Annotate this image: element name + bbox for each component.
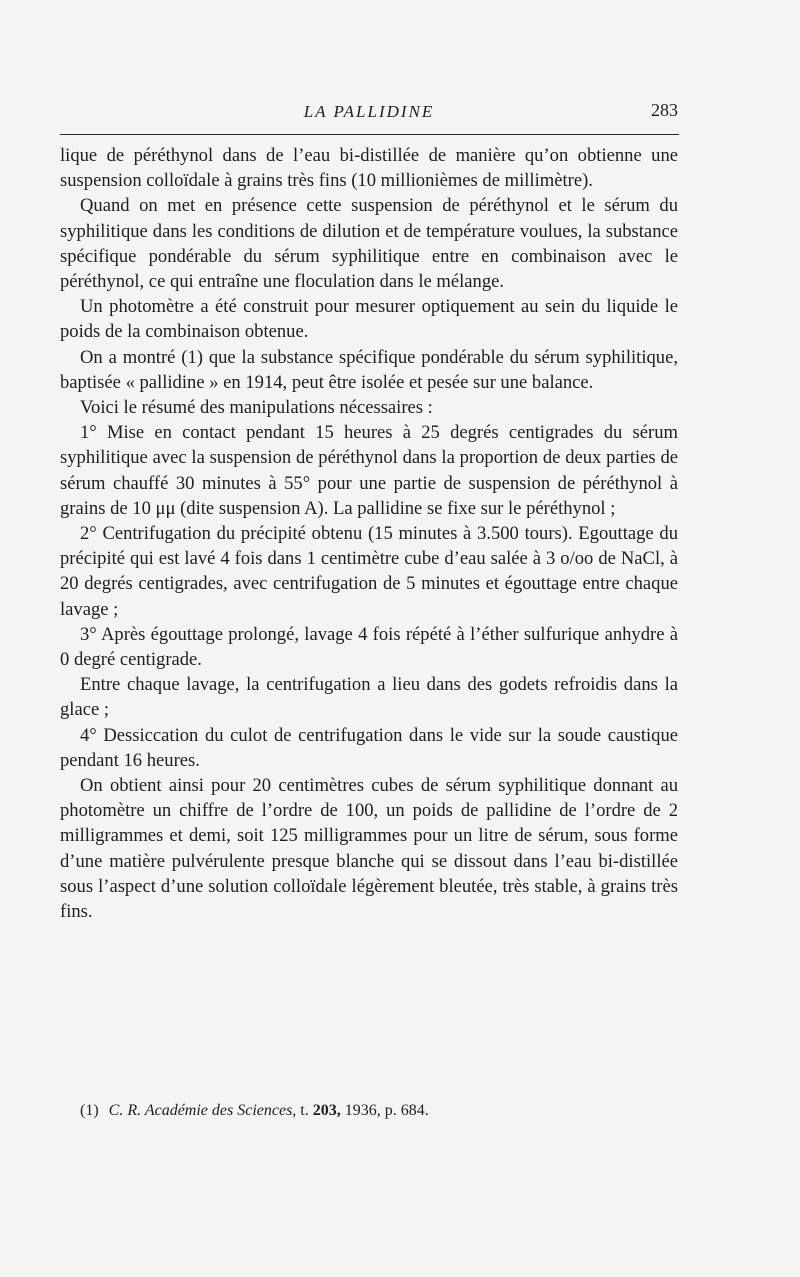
paragraph: 3° Après égouttage prolongé, lavage 4 fois répété à l’éther sulfurique anhydre à 0 degré centigrade. (60, 623, 678, 671)
paragraph: Entre chaque lavage, la centrifugation a lieu dans des godets refroidis dans la glace ; (60, 674, 678, 721)
page-number: 283 (651, 100, 678, 120)
running-head (60, 100, 678, 126)
footnote (80, 1100, 678, 1122)
paragraph: 1° Mise en contact pendant 15 heures à 25 degrés centigrades du sérum syphilitique avec la suspension de péréthynol dans la proportion de deux parties de sérum chauffé 30 minutes à 55° pour une partie de suspension de péréthynol à grains de 10 μμ (dite suspension A). La pallidine se fixe sur le péréthynol ; (60, 422, 678, 519)
footnote-volume: 203, (312, 1102, 341, 1119)
paragraph: Un photomètre a été construit pour mesurer optiquement au sein du liquide le poids de la combinaison obtenue. (60, 296, 678, 343)
footnote-year-page: 1936, p. 684. (344, 1102, 429, 1119)
footnote-tome-label: t. (300, 1102, 309, 1119)
paragraph: On obtient ainsi pour 20 centimètres cubes de sérum syphilitique donnant au photomètre un chiffre de l’ordre de 100, un poids de pallidine de l’ordre de 2 milligrammes et demi, soit 125 milligrammes pour un litre de sérum, sous forme d’une matière pulvérulente presque blanche qui se dissout dans l’eau bi-distillée sous l’aspect d’une solution colloïdale légèrement bleutée, très stable, à grains très fins. (60, 775, 678, 923)
paragraph: On a montré (1) que la substance spécifique pondérable du sérum syphilitique, baptisée « pallidine » en 1914, peut être isolée et pesée sur une balance. (60, 346, 678, 393)
paragraph: lique de péréthynol dans de l’eau bi-distillée de manière qu’on obtienne une suspension colloïdale à grains très fins (10 millionièmes de millimètre). (60, 145, 678, 192)
paragraph: Quand on met en présence cette suspension de péréthynol et le sérum du syphilitique dans les conditions de dilution et de température voulues, la substance spécifique pondérable du sérum syphilitique entre en combinaison avec le péréthynol, ce qui entraîne une floculation dans le mélange. (60, 195, 678, 293)
body-text (60, 143, 678, 924)
paragraph: Voici le résumé des manipulations nécessaires : (80, 397, 433, 419)
running-title: LA PALLIDINE (303, 102, 435, 121)
paragraph: 2° Centrifugation du précipité obtenu (15 minutes à 3.500 tours). Egouttage du précipité qui est lavé 4 fois dans 1 centimètre cube d’eau salée à 3 o/oo de NaCl, à 20 degrés centigrades, avec centrifugation de 5 minutes et égouttage entre chaque lavage ; (60, 523, 678, 620)
paragraph: 4° Dessiccation du culot de centrifugation dans le vide sur la soude caustique pendant 16 heures. (60, 724, 678, 771)
footnote-marker: (1) (80, 1102, 99, 1119)
header-rule (60, 134, 679, 135)
footnote-source: C. R. Académie des Sciences, (108, 1102, 297, 1119)
